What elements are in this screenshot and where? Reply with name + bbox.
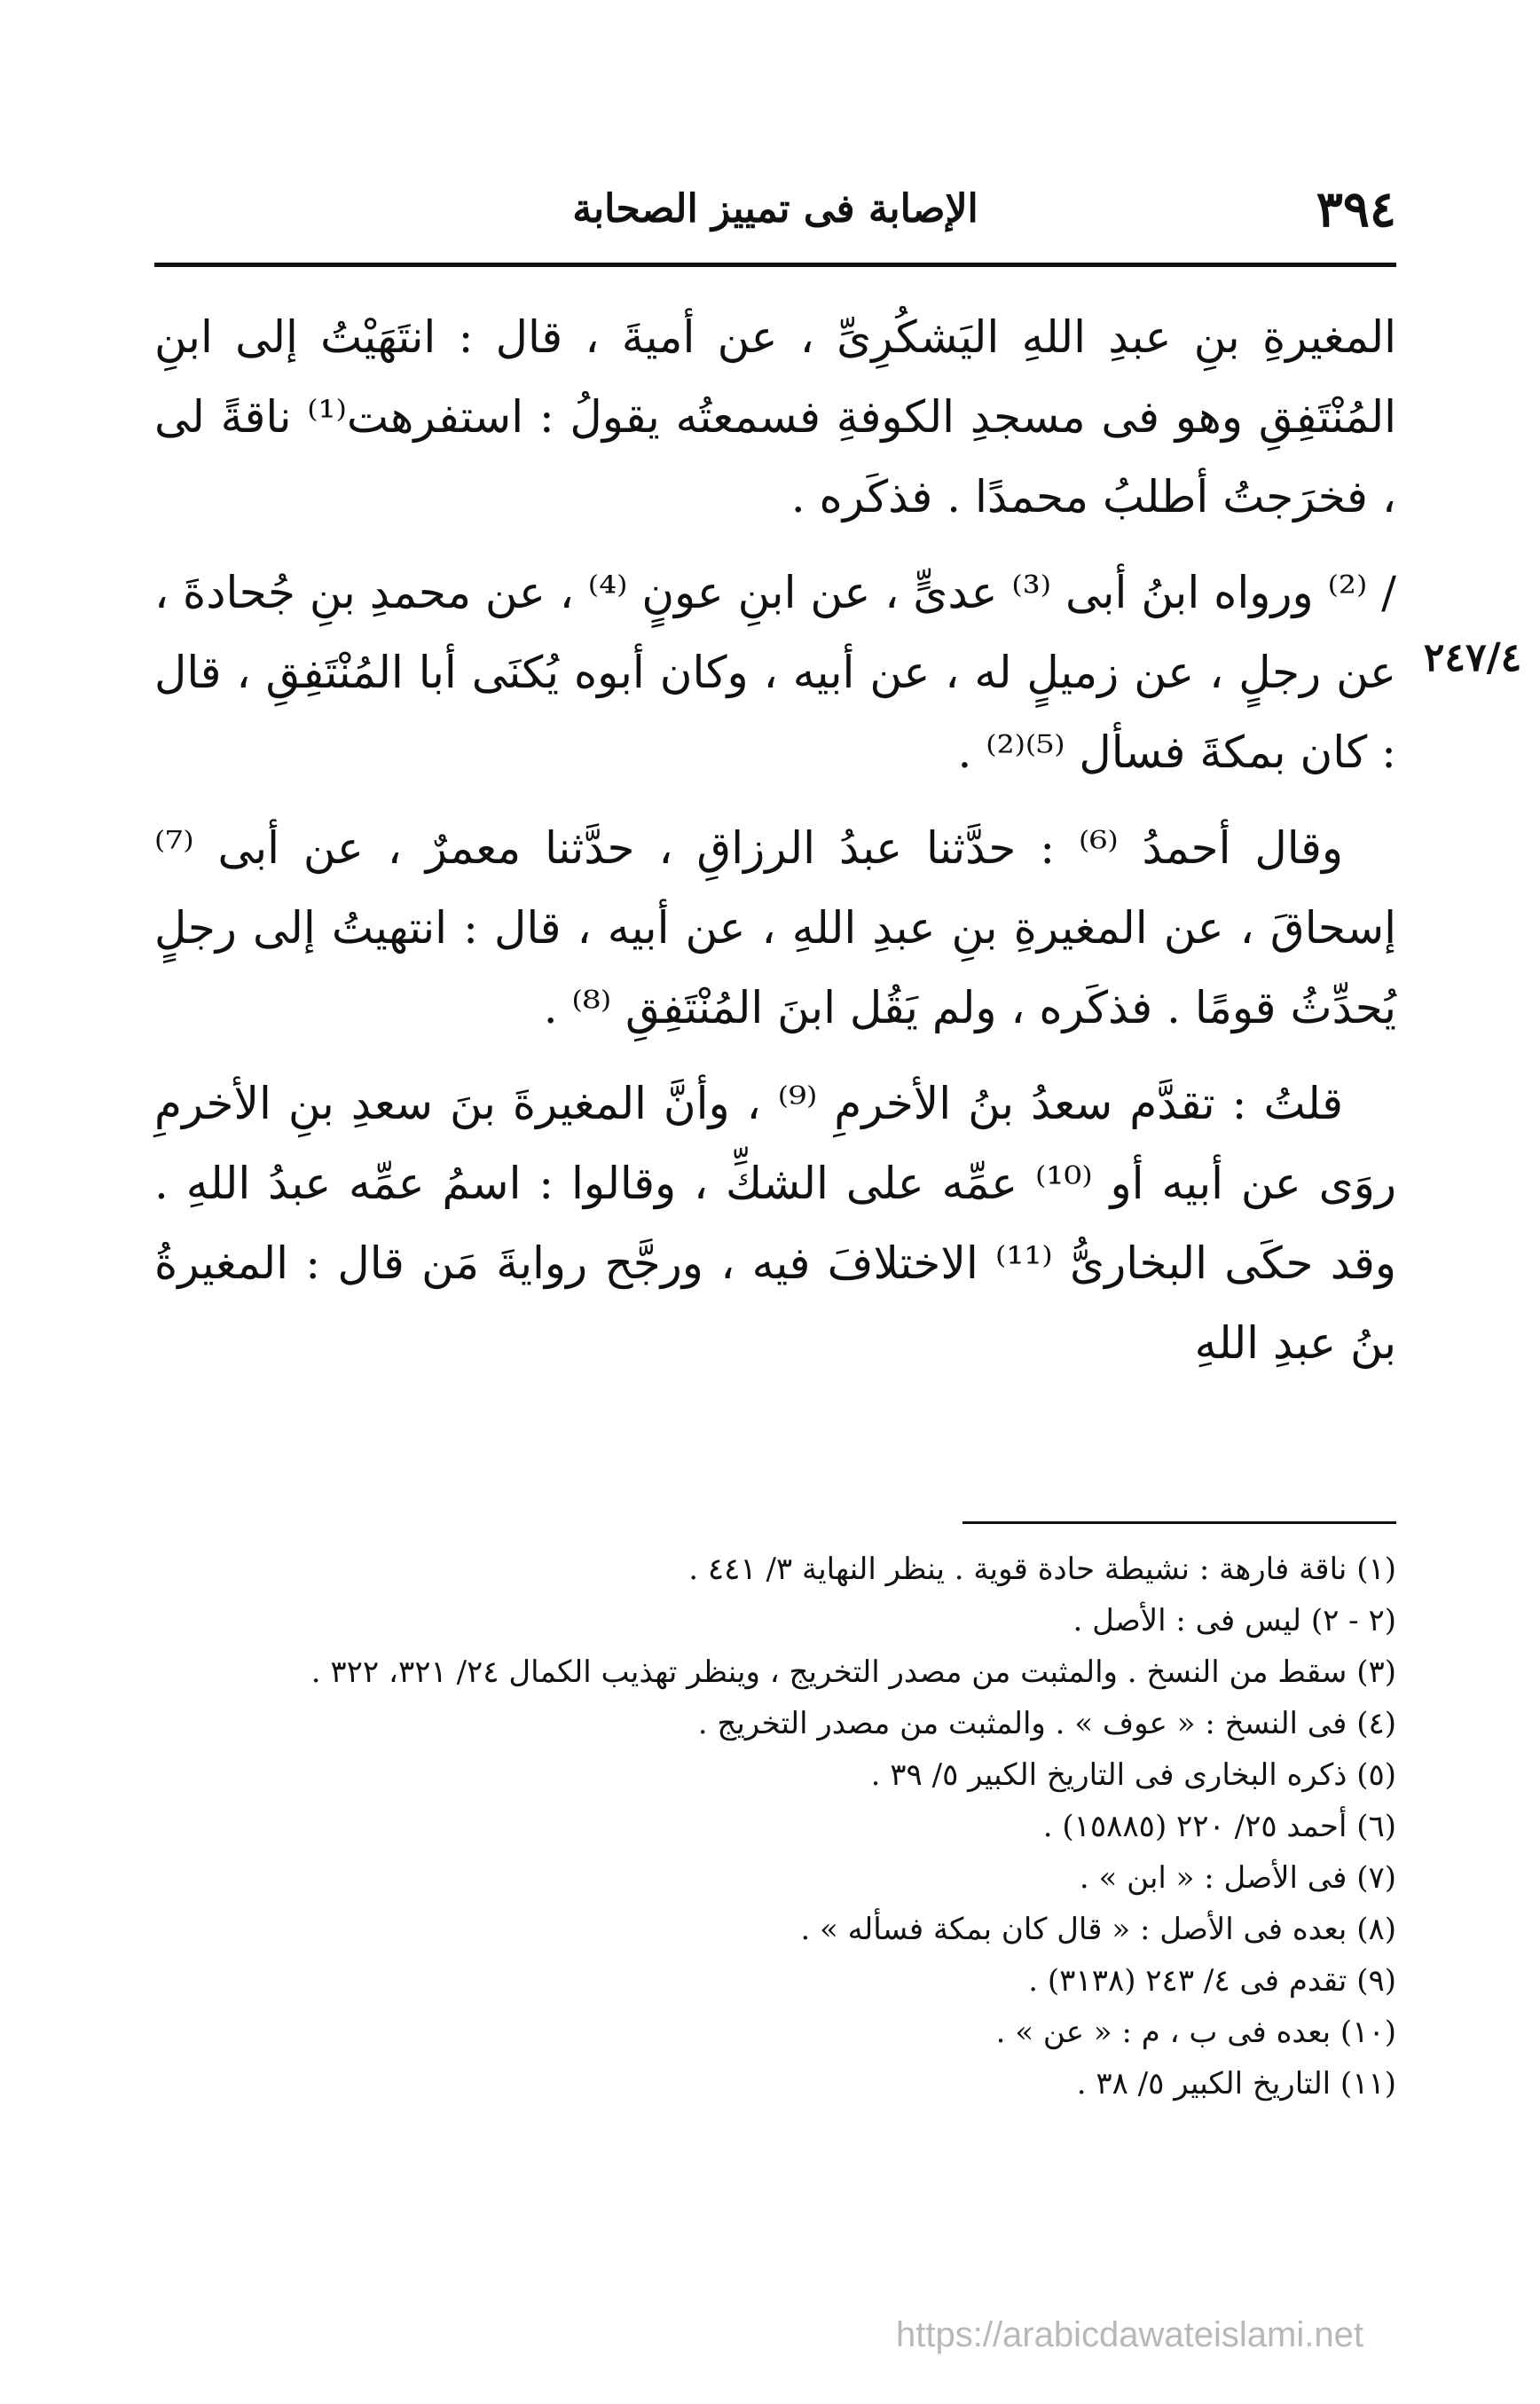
footnote-3: (٣) سقط من النسخ . والمثبت من مصدر التخريج ، وينظر تهذيب الكمال ٢٤/ ٣٢١، ٣٢٢ . <box>310 1654 1396 1690</box>
footnote-1: (١) ناقة فارهة : نشيطة حادة قوية . ينظر النهاية ٣/ ٤٤١ . <box>688 1552 1396 1587</box>
footnote-9: (٩) تقدم فى ٤/ ٢٤٣ (٣١٣٨) . <box>1028 1963 1396 1999</box>
footnote-7: (٧) فى الأصل : « ابن » . <box>1079 1860 1396 1896</box>
footnote-11: (١١) التاريخ الكبير ٥/ ٣٨ . <box>1076 2066 1396 2102</box>
paragraph-4: قلتُ : تقدَّم سعدُ بنُ الأخرمِ ⁽⁹⁾ ، وأنَّ المغيرةَ بنَ سعدِ بنِ الأخرمِ روَى عن أبيه أو ⁽¹⁰⁾ عمِّه على الشكِّ ، وقالوا : اسمُ عمِّه عبدُ اللهِ . وقد حكَى البخارىُّ ⁽¹¹⁾ الاختلافَ فيه ، ورجَّح روايةَ مَن قال : المغيرةُ بنُ عبدِ اللهِ <box>154 1078 1396 1369</box>
paragraph-1: المغيرةِ بنِ عبدِ اللهِ اليَشكُرِىِّ ، عن أميةَ ، قال : انتَهَيْتُ إلى ابنِ المُنْتَفِقِ وهو فى مسجدِ الكوفةِ فسمعتُه يقولُ : استفرهت⁽¹⁾ ناقةً لى ، فخرَجتُ أطلبُ محمدًا . فذكَره . <box>154 311 1396 522</box>
footnote-4: (٤) فى النسخ : « عوف » . والمثبت من مصدر التخريج . <box>697 1706 1396 1741</box>
footnotes <box>154 1544 1396 2109</box>
paragraph-3: وقال أحمدُ ⁽⁶⁾ : حدَّثنا عبدُ الرزاقِ ، حدَّثنا معمرٌ ، عن أبى ⁽⁷⁾ إسحاقَ ، عن المغيرةِ بنِ عبدِ اللهِ ، عن أبيه ، قال : انتهيتُ إلى رجلٍ يُحدِّثُ قومًا . فذكَره ، ولم يَقُل ابنَ المُنْتَفِقِ ⁽⁸⁾ . <box>154 822 1396 1033</box>
header-title: الإصابة فى تمييز الصحابة <box>572 186 978 232</box>
watermark-url: https://arabicdawateislami.net <box>896 2315 1363 2354</box>
paragraph-2: / ⁽²⁾ ورواه ابنُ أبى ⁽³⁾ عدىٍّ ، عن ابنِ عونٍ ⁽⁴⁾ ، عن محمدِ بنِ جُحادةَ ، عن رجلٍ ، عن زميلٍ له ، عن أبيه ، وكان أبوه يُكنَى أبا المُنْتَفِقِ ، قال : كان بمكةَ فسأل ⁽⁵⁾⁽²⁾ . <box>154 567 1397 778</box>
header-rule <box>154 263 1396 267</box>
main-text <box>154 297 1396 1399</box>
running-header <box>154 174 1396 245</box>
footnote-rule <box>962 1521 1396 1524</box>
footnote-2: (٢ - ٢) ليس فى : الأصل . <box>1072 1603 1396 1638</box>
page-number: ٣٩٤ <box>1316 180 1396 239</box>
footnote-6: (٦) أحمد ٢٥/ ٢٢٠ (١٥٨٨٥) . <box>1042 1809 1396 1844</box>
footnote-5: (٥) ذكره البخارى فى التاريخ الكبير ٥/ ٣٩ . <box>870 1757 1396 1793</box>
footnote-10: (١٠) بعده فى ب ، م : « عن » . <box>995 2015 1396 2050</box>
footnote-8: (٨) بعده فى الأصل : « قال كان بمكة فسأله » . <box>800 1912 1396 1947</box>
margin-reference: ٢٤٧/٤ <box>1423 635 1522 680</box>
